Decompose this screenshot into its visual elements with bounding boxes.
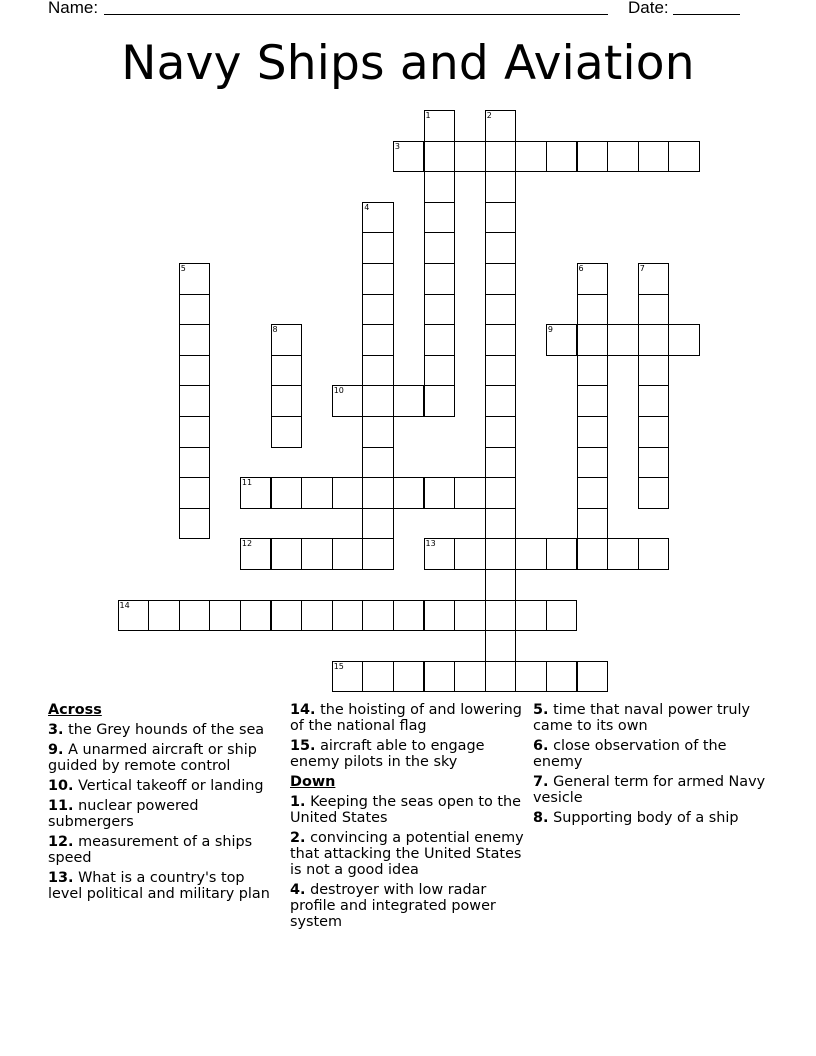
crossword-cell[interactable] (577, 141, 609, 173)
cell-number: 9 (547, 325, 553, 335)
name-field[interactable] (104, 14, 608, 15)
crossword-cell[interactable] (362, 294, 394, 326)
crossword-cell[interactable] (362, 324, 394, 356)
clue-number: 9. (48, 742, 64, 758)
clue-down-6 (533, 738, 768, 770)
crossword-cell[interactable] (424, 232, 456, 264)
crossword-cell[interactable] (362, 355, 394, 387)
crossword-cell[interactable] (485, 294, 517, 326)
cell-number: 4 (364, 202, 370, 212)
clue-text: nuclear powered submergers (48, 798, 199, 830)
clue-column-3 (533, 702, 768, 830)
clue-down-8 (533, 810, 768, 826)
crossword-cell[interactable] (577, 294, 609, 326)
crossword-cell[interactable] (546, 661, 578, 693)
crossword-cell[interactable] (271, 477, 303, 509)
crossword-cell[interactable] (515, 538, 547, 570)
clue-text: Supporting body of a ship (553, 810, 739, 826)
crossword-cell[interactable] (362, 508, 394, 540)
crossword-cell[interactable] (209, 600, 241, 632)
clue-text: aircraft able to engage enemy pilots in the sky (290, 738, 485, 770)
crossword-cell[interactable] (485, 171, 517, 203)
crossword-cell[interactable] (301, 538, 333, 570)
clue-text: the hoisting of and lowering of the national flag (290, 702, 522, 734)
down-heading: Down (290, 774, 336, 790)
cell-number: 15 (333, 661, 344, 671)
clue-number: 12. (48, 834, 74, 850)
crossword-cell[interactable] (301, 600, 333, 632)
crossword-cell[interactable] (393, 661, 425, 693)
crossword-cell[interactable] (485, 630, 517, 662)
clue-text: Keeping the seas open to the United States (290, 794, 522, 826)
crossword-cell[interactable] (393, 600, 425, 632)
crossword-cell[interactable] (332, 538, 364, 570)
crossword-cell[interactable] (179, 385, 211, 417)
cell-number: 10 (333, 386, 344, 396)
crossword-cell[interactable] (393, 477, 425, 509)
clue-across-12 (48, 834, 283, 866)
clue-column-2 (290, 702, 525, 934)
crossword-cell[interactable] (179, 263, 211, 295)
cell-number: 6 (578, 264, 584, 273)
clue-number: 14. (290, 702, 316, 718)
crossword-cell[interactable] (362, 202, 394, 234)
clue-number: 15. (290, 738, 316, 754)
clue-text: What is a country's top level political and military plan (48, 870, 270, 902)
clue-number: 3. (48, 722, 64, 738)
crossword-cell[interactable] (179, 447, 211, 479)
clue-text: close observation of the enemy (533, 738, 727, 770)
crossword-cell[interactable] (424, 141, 456, 173)
crossword-cell[interactable] (424, 385, 456, 417)
crossword-cell[interactable] (362, 447, 394, 479)
crossword-cell[interactable] (638, 477, 670, 509)
clue-text: convincing a potential enemy that attacking the United States is not a good idea (290, 830, 524, 878)
crossword-cell[interactable] (179, 600, 211, 632)
clue-across-13 (48, 870, 283, 902)
crossword-cell[interactable] (424, 110, 456, 142)
crossword-cell[interactable] (271, 538, 303, 570)
cell-number: 3 (394, 141, 400, 151)
clue-number: 4. (290, 882, 306, 898)
crossword-cell[interactable] (179, 355, 211, 387)
clue-number: 1. (290, 794, 306, 810)
crossword-cell[interactable] (577, 477, 609, 509)
crossword-cell[interactable] (577, 385, 609, 417)
crossword-cell[interactable] (148, 600, 180, 632)
crossword-cell[interactable] (332, 477, 364, 509)
crossword-cell[interactable] (271, 355, 303, 387)
crossword-cell[interactable] (638, 447, 670, 479)
clue-column-1 (48, 702, 283, 906)
crossword-cell[interactable] (240, 538, 272, 570)
crossword-cell[interactable] (546, 538, 578, 570)
page-title: Navy Ships and Aviation (121, 36, 695, 91)
crossword-cell[interactable] (638, 141, 670, 173)
crossword-cell[interactable] (485, 538, 517, 570)
cell-number: 5 (180, 264, 186, 273)
crossword-cell[interactable] (607, 141, 639, 173)
date-field[interactable] (673, 14, 740, 15)
across-heading: Across (48, 702, 102, 718)
date-label: Date: (628, 0, 669, 17)
cell-number: 14 (119, 600, 130, 610)
clue-text: A unarmed aircraft or ship guided by remote control (48, 742, 257, 774)
crossword-cell[interactable] (485, 324, 517, 356)
crossword-cell[interactable] (485, 447, 517, 479)
crossword-cell[interactable] (424, 661, 456, 693)
crossword-cell[interactable] (485, 385, 517, 417)
crossword-cell[interactable] (362, 385, 394, 417)
crossword-cell[interactable] (515, 600, 547, 632)
crossword-cell[interactable] (485, 600, 517, 632)
clue-number: 5. (533, 702, 549, 718)
crossword-cell[interactable] (393, 141, 425, 173)
crossword-cell[interactable] (362, 416, 394, 448)
crossword-cell[interactable] (362, 232, 394, 264)
crossword-cell[interactable] (515, 661, 547, 693)
clue-number: 7. (533, 774, 549, 790)
crossword-cell[interactable] (485, 508, 517, 540)
crossword-cell[interactable] (424, 477, 456, 509)
clue-number: 10. (48, 778, 74, 794)
crossword-cell[interactable] (668, 141, 700, 173)
clue-text: General term for armed Navy vesicle (533, 774, 766, 806)
crossword-cell[interactable] (515, 141, 547, 173)
crossword-cell[interactable] (240, 600, 272, 632)
crossword-cell[interactable] (454, 538, 486, 570)
clue-down-5 (533, 702, 768, 734)
cell-number: 11 (241, 478, 253, 488)
crossword-cell[interactable] (485, 477, 517, 509)
crossword-cell[interactable] (424, 538, 456, 570)
crossword-cell[interactable] (485, 355, 517, 387)
crossword-cell[interactable] (424, 324, 456, 356)
crossword-cell[interactable] (454, 477, 486, 509)
cell-number: 8 (272, 325, 278, 335)
cell-number: 2 (486, 111, 492, 120)
crossword-cell[interactable] (332, 661, 364, 693)
clue-across-3 (48, 722, 283, 738)
crossword-cell[interactable] (577, 661, 609, 693)
crossword-cell[interactable] (424, 263, 456, 295)
crossword-cell[interactable] (271, 600, 303, 632)
clue-text: time that naval power truly came to its own (533, 702, 751, 734)
clue-text: the Grey hounds of the sea (68, 722, 265, 738)
crossword-cell[interactable] (179, 416, 211, 448)
crossword-cell[interactable] (179, 477, 211, 509)
crossword-cell[interactable] (485, 232, 517, 264)
clue-across-15 (290, 738, 525, 770)
crossword-cell[interactable] (362, 600, 394, 632)
clue-down-4 (290, 882, 525, 930)
crossword-cell[interactable] (485, 569, 517, 601)
crossword-cell[interactable] (546, 141, 578, 173)
clue-text: destroyer with low radar profile and integrated power system (290, 882, 496, 930)
crossword-cell[interactable] (424, 355, 456, 387)
clue-number: 8. (533, 810, 549, 826)
crossword-cell[interactable] (638, 355, 670, 387)
cell-number: 1 (425, 111, 431, 120)
crossword-cell[interactable] (485, 263, 517, 295)
crossword-cell[interactable] (424, 202, 456, 234)
crossword-cell[interactable] (271, 324, 303, 356)
clue-number: 6. (533, 738, 549, 754)
crossword-cell[interactable] (577, 508, 609, 540)
crossword-cell[interactable] (362, 477, 394, 509)
cell-number: 12 (241, 539, 253, 549)
name-label: Name: (48, 0, 99, 17)
crossword-cell[interactable] (638, 263, 670, 295)
crossword-cell[interactable] (332, 385, 364, 417)
crossword-cell[interactable] (118, 600, 150, 632)
cell-number: 7 (639, 264, 645, 273)
clue-text: measurement of a ships speed (48, 834, 253, 866)
clue-down-1 (290, 794, 525, 826)
crossword-cell[interactable] (546, 324, 578, 356)
clue-across-10 (48, 778, 283, 794)
crossword-cell[interactable] (577, 324, 609, 356)
crossword-cell[interactable] (607, 324, 639, 356)
crossword-cell[interactable] (638, 416, 670, 448)
crossword-cell[interactable] (638, 324, 670, 356)
crossword-cell[interactable] (638, 294, 670, 326)
crossword-cell[interactable] (454, 600, 486, 632)
crossword-cell[interactable] (271, 385, 303, 417)
clue-across-11 (48, 798, 283, 830)
crossword-cell[interactable] (546, 600, 578, 632)
clue-down-2 (290, 830, 525, 878)
crossword-cell[interactable] (332, 600, 364, 632)
crossword-cell[interactable] (577, 538, 609, 570)
crossword-cell[interactable] (424, 294, 456, 326)
crossword-cell[interactable] (240, 477, 272, 509)
crossword-cell[interactable] (485, 661, 517, 693)
crossword-cell[interactable] (424, 171, 456, 203)
crossword-cell[interactable] (577, 263, 609, 295)
crossword-cell[interactable] (577, 447, 609, 479)
crossword-cell[interactable] (668, 324, 700, 356)
clue-number: 13. (48, 870, 74, 886)
crossword-cell[interactable] (485, 202, 517, 234)
crossword-cell[interactable] (393, 385, 425, 417)
clue-text: Vertical takeoff or landing (78, 778, 264, 794)
clue-across-9 (48, 742, 283, 774)
crossword-cell[interactable] (577, 416, 609, 448)
crossword-cell[interactable] (362, 661, 394, 693)
clue-down-7 (533, 774, 768, 806)
header (48, 0, 748, 19)
crossword-cell[interactable] (362, 263, 394, 295)
clue-number: 2. (290, 830, 306, 846)
crossword-cell[interactable] (485, 141, 517, 173)
crossword-cell[interactable] (485, 110, 517, 142)
crossword-cell[interactable] (271, 416, 303, 448)
crossword-cell[interactable] (607, 538, 639, 570)
crossword-cell[interactable] (577, 355, 609, 387)
crossword-cell[interactable] (179, 324, 211, 356)
crossword-cell[interactable] (638, 538, 670, 570)
crossword-cell[interactable] (454, 141, 486, 173)
crossword-cell[interactable] (179, 508, 211, 540)
clue-across-14 (290, 702, 525, 734)
cell-number: 13 (425, 539, 436, 549)
crossword-cell[interactable] (424, 600, 456, 632)
crossword-cell[interactable] (301, 477, 333, 509)
crossword-cell[interactable] (362, 538, 394, 570)
crossword-cell[interactable] (179, 294, 211, 326)
crossword-cell[interactable] (454, 661, 486, 693)
crossword-cell[interactable] (485, 416, 517, 448)
clue-number: 11. (48, 798, 74, 814)
crossword-cell[interactable] (638, 385, 670, 417)
